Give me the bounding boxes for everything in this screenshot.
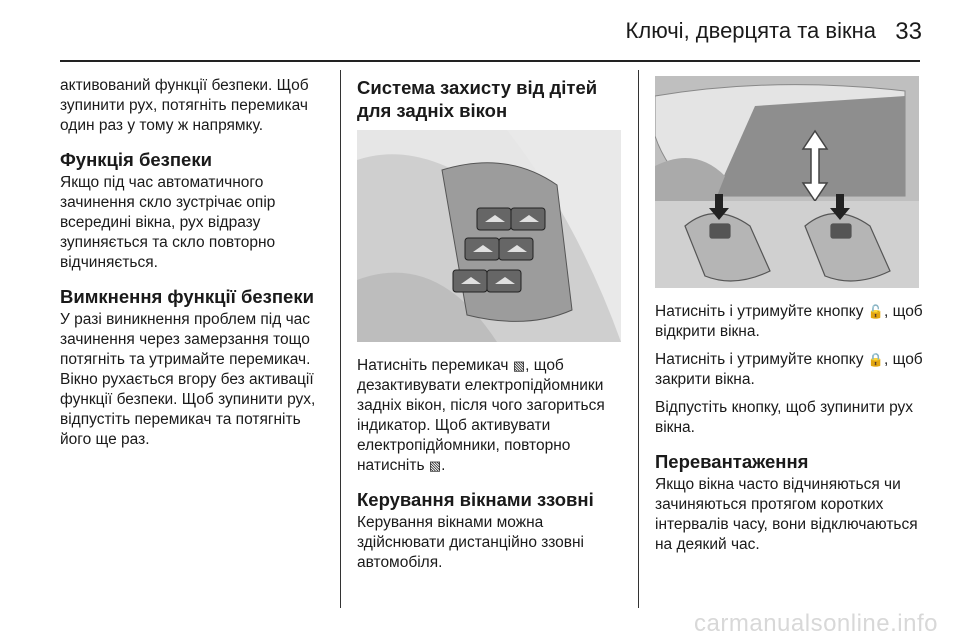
paragraph-open-windows: Натисніть і утримуйте кнопку 🔓, щоб відкрити вікна.: [655, 303, 923, 340]
heading-child-lock: Система захисту від дітей для задніх вікон: [357, 77, 598, 121]
lock-padlock-icon: 🔒: [867, 352, 884, 367]
heading-overload: Перевантаження: [655, 451, 809, 472]
key-remote-illustration: [655, 76, 919, 288]
unlock-padlock-icon: 🔓: [867, 304, 884, 319]
window-child-lock-icon: ▧: [428, 458, 442, 473]
door-switch-illustration: [357, 130, 621, 342]
header-rule: [60, 60, 920, 62]
watermark-text: carmanualsonline.info: [694, 610, 938, 637]
window-child-lock-icon: ▧: [512, 358, 526, 373]
door-switch-figure: [357, 130, 621, 342]
paragraph-close-windows: Натисніть і утримуйте кнопку 🔒, щоб закрити вікна.: [655, 351, 923, 388]
paragraph-remote-windows: Керування вікнами можна здійснювати дистанційно ззовні автомобіля.: [357, 514, 584, 571]
heading-remote-windows: Керування вікнами ззовні: [357, 489, 594, 510]
paragraph-child-lock: Натисніть перемикач ▧, щоб дезактивувати електропідйомники задніх вікон, після чого загориться індикатор. Щоб активувати електропідйомники, повторно натисніть ▧.: [357, 357, 605, 474]
paragraph-safety-override: У разі виникнення проблем під час зачинення через замерзання тощо потягніть та утримайте перемикач. Вікно рухається вгору без активації функції безпеки. Щоб зупинити рух, відпустіть перемикач та потягніть його ще раз.: [60, 311, 316, 448]
page-number: 33: [895, 18, 922, 45]
column-2: [357, 76, 625, 581]
column-3: [655, 76, 923, 563]
paragraph-overload: Якщо вікна часто відчиняються чи зачиняються протягом коротких інтервалів часу, вони відключаються на деякий час.: [655, 476, 918, 553]
column-divider-2: [638, 70, 639, 608]
page-header: [0, 18, 922, 44]
heading-safety-override: Вимкнення функції безпеки: [60, 286, 314, 307]
intro-paragraph: активований функції безпеки. Щоб зупинити рух, потягніть перемикач один раз у тому ж напрямку.: [60, 77, 309, 134]
column-divider-1: [340, 70, 341, 608]
paragraph-safety-function: Якщо під час автоматичного зачинення скло зустрічає опір всередині вікна, рух відразу зупиняється та скло повторно відчиняється.: [60, 174, 276, 271]
column-1: [60, 76, 332, 458]
page-title: Ключі, дверцята та вікна: [625, 18, 876, 43]
key-remote-figure: [655, 76, 919, 288]
heading-safety-function: Функція безпеки: [60, 149, 212, 170]
paragraph-release-button: Відпустіть кнопку, щоб зупинити рух вікна.: [655, 399, 914, 436]
